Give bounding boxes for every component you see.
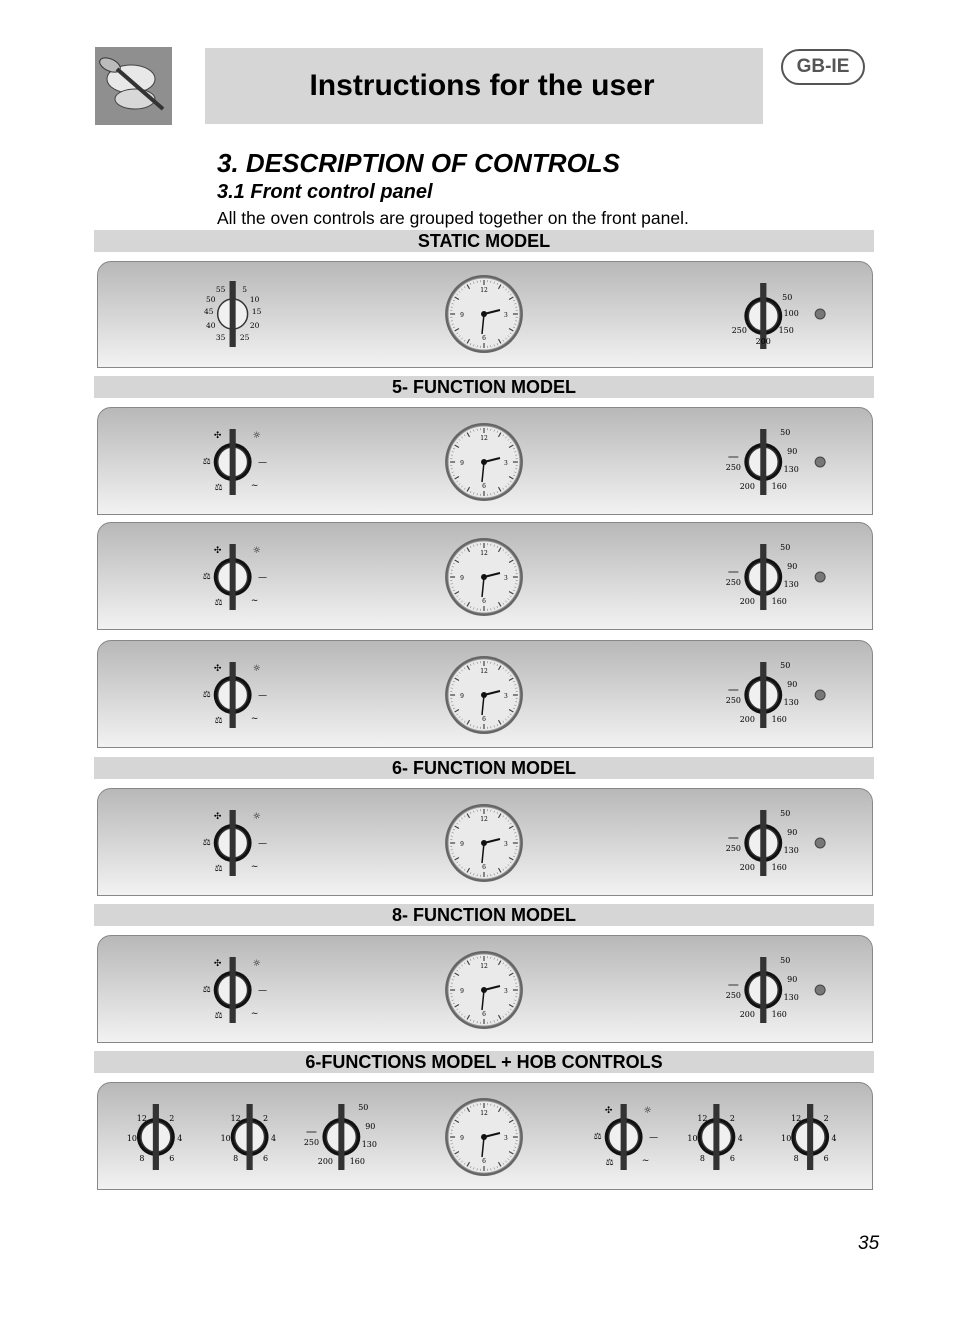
clock-label: 6 xyxy=(482,1010,486,1019)
panel-5-function-c xyxy=(97,640,873,748)
thermostat-label: 200 xyxy=(739,862,755,873)
hob-label: 4 xyxy=(737,1133,743,1144)
function-symbol-icon: ⚖ xyxy=(214,715,223,727)
thermostat-label: 160 xyxy=(771,1009,787,1020)
panel-5-function-b xyxy=(97,522,873,630)
thermostat-label: 50 xyxy=(780,427,791,438)
hob-label: 10 xyxy=(687,1133,698,1144)
clock-label: 9 xyxy=(460,574,464,583)
panel-5-function-a xyxy=(97,407,873,515)
function-symbol-icon: ⚖ xyxy=(214,597,223,609)
clock-label: 6 xyxy=(482,1157,486,1166)
control-panel-drawing xyxy=(98,262,872,367)
thermostat-label: 160 xyxy=(771,596,787,607)
function-symbol-icon: ⚖ xyxy=(202,689,211,701)
function-symbol-icon: ⚖ xyxy=(202,571,211,583)
intro-text: All the oven controls are grouped together on the front panel. xyxy=(217,208,689,228)
language-badge: GB-IE xyxy=(781,49,865,85)
clock-label: 9 xyxy=(460,311,464,320)
hob-label: 2 xyxy=(729,1113,735,1124)
function-symbol-icon: ☼ xyxy=(252,811,261,823)
band-6-function-model: 6- FUNCTION MODEL xyxy=(94,757,874,779)
function-symbol-icon: — xyxy=(258,690,268,702)
function-symbol-icon: — xyxy=(649,1132,659,1144)
thermostat-label: 90 xyxy=(365,1121,376,1132)
hob-label: 2 xyxy=(169,1113,175,1124)
hob-label: 8 xyxy=(233,1153,239,1164)
thermostat-label: 160 xyxy=(771,862,787,873)
clock-label: 6 xyxy=(482,715,486,724)
thermostat-label: 200 xyxy=(739,714,755,725)
brand-logo xyxy=(95,47,172,125)
clock-label: 3 xyxy=(504,692,508,701)
thermostat-label: 200 xyxy=(739,481,755,492)
clock-label: 6 xyxy=(482,334,486,343)
hob-label: 8 xyxy=(139,1153,145,1164)
thermostat-label: 250 xyxy=(731,325,747,336)
function-symbol-icon: ~ xyxy=(641,1155,650,1167)
function-symbol-icon: ~ xyxy=(250,595,259,607)
function-symbol-icon: ✣ xyxy=(213,811,222,823)
timer-label: 10 xyxy=(249,294,260,305)
thermostat-label: 250 xyxy=(303,1137,320,1148)
function-symbol-icon: ☼ xyxy=(252,663,261,675)
indicator-lamp xyxy=(815,690,825,700)
function-symbol-icon: ☼ xyxy=(643,1105,652,1117)
function-symbol-icon: ~ xyxy=(250,861,259,873)
function-symbol-icon: — xyxy=(258,572,268,584)
clock-label: 12 xyxy=(480,286,488,295)
timer-label: 50 xyxy=(205,294,216,305)
function-symbol-icon: ⚖ xyxy=(202,984,211,996)
function-symbol-icon: ⚖ xyxy=(593,1131,602,1143)
section-heading: 3. DESCRIPTION OF CONTROLS xyxy=(217,148,621,178)
control-panel-drawing xyxy=(98,408,872,514)
thermostat-label: 50 xyxy=(780,660,791,671)
function-symbol-icon: ✣ xyxy=(213,663,222,675)
hob-label: 8 xyxy=(699,1153,705,1164)
hob-label: 6 xyxy=(169,1153,175,1164)
thermostat-label: 90 xyxy=(787,679,798,690)
hob-label: 10 xyxy=(126,1133,137,1144)
thermostat-label: 50 xyxy=(780,808,791,819)
clock-label: 9 xyxy=(460,692,464,701)
indicator-lamp xyxy=(815,838,825,848)
hob-label: 12 xyxy=(697,1113,708,1124)
clock-label: 3 xyxy=(504,1134,508,1143)
clock-label: 12 xyxy=(480,962,488,971)
clock-label: 3 xyxy=(504,840,508,849)
band-hob-controls: 6-FUNCTIONS MODEL + HOB CONTROLS xyxy=(94,1051,874,1073)
clock-label: 3 xyxy=(504,311,508,320)
clock-label: 9 xyxy=(460,987,464,996)
control-panel-drawing xyxy=(98,523,872,629)
thermostat-label: 50 xyxy=(780,542,791,553)
thermostat-label: 130 xyxy=(783,697,799,708)
function-symbol-icon: ⚖ xyxy=(214,482,223,494)
function-symbol-icon: ✣ xyxy=(213,430,222,442)
clock-label: 6 xyxy=(482,597,486,606)
thermostat-label: 100 xyxy=(783,308,799,319)
thermostat-label: 200 xyxy=(739,596,755,607)
clock-label: 6 xyxy=(482,482,486,491)
function-symbol-icon: ✣ xyxy=(604,1105,613,1117)
thermostat-label: 130 xyxy=(783,992,799,1003)
clock-label: 12 xyxy=(480,667,488,676)
indicator-lamp xyxy=(815,457,825,467)
thermostat-label: 150 xyxy=(778,325,794,336)
thermostat-label: 160 xyxy=(349,1156,365,1167)
indicator-lamp xyxy=(815,309,825,319)
timer-label: 5 xyxy=(242,284,248,295)
thermostat-label: 200 xyxy=(317,1156,334,1167)
thermostat-label: 250 xyxy=(725,990,741,1001)
hob-label: 6 xyxy=(823,1153,829,1164)
function-symbol-icon: ✣ xyxy=(213,958,222,970)
indicator-lamp xyxy=(815,985,825,995)
thermostat-label: 250 xyxy=(725,577,741,588)
timer-label: 45 xyxy=(203,306,214,317)
clock-label: 3 xyxy=(504,459,508,468)
programmer-clock[interactable] xyxy=(445,423,523,501)
hob-label: 4 xyxy=(271,1133,277,1144)
clock-label: 12 xyxy=(480,434,488,443)
hob-label: 12 xyxy=(230,1113,241,1124)
thermostat-label: 250 xyxy=(725,843,741,854)
panel-8-function xyxy=(97,935,873,1043)
thermostat-label: 250 xyxy=(725,695,741,706)
page-number: 35 xyxy=(858,1233,880,1254)
programmer-clock[interactable] xyxy=(445,951,523,1029)
function-symbol-icon: ⚖ xyxy=(605,1157,614,1169)
function-symbol-icon: ⚖ xyxy=(214,863,223,875)
function-symbol-icon: — xyxy=(258,838,268,850)
hob-label: 6 xyxy=(729,1153,735,1164)
band-5-function-model: 5- FUNCTION MODEL xyxy=(94,376,874,398)
thermostat-label: 250 xyxy=(725,462,741,473)
programmer-clock[interactable] xyxy=(445,538,523,616)
clock-label: 9 xyxy=(460,459,464,468)
timer-label: 25 xyxy=(239,332,250,343)
control-panel-drawing xyxy=(98,789,872,895)
thermostat-label: 90 xyxy=(787,446,798,457)
analogue-clock[interactable] xyxy=(445,275,523,353)
clock-label: 9 xyxy=(460,840,464,849)
thermostat-label: 90 xyxy=(787,827,798,838)
hob-label: 2 xyxy=(263,1113,269,1124)
programmer-clock[interactable] xyxy=(445,656,523,734)
clock-label: 12 xyxy=(480,1109,488,1118)
timer-label: 40 xyxy=(205,320,216,331)
thermostat-label: 50 xyxy=(780,955,791,966)
function-symbol-icon: ~ xyxy=(250,1008,259,1020)
thermostat-label: 200 xyxy=(755,336,771,347)
function-symbol-icon: ☼ xyxy=(252,430,261,442)
thermostat-label: 160 xyxy=(771,714,787,725)
function-symbol-icon: ☼ xyxy=(252,958,261,970)
hob-label: 6 xyxy=(263,1153,269,1164)
band-static-model: STATIC MODEL xyxy=(94,230,874,252)
hob-label: 10 xyxy=(220,1133,231,1144)
function-symbol-icon: ~ xyxy=(250,713,259,725)
thermostat-label: 130 xyxy=(361,1139,377,1150)
thermostat-label: 90 xyxy=(787,974,798,985)
function-symbol-icon: ~ xyxy=(250,480,259,492)
function-symbol-icon: ⚖ xyxy=(202,837,211,849)
timer-label: 20 xyxy=(249,320,260,331)
band-8-function-model: 8- FUNCTION MODEL xyxy=(94,904,874,926)
hob-label: 4 xyxy=(831,1133,837,1144)
thermostat-label: 50 xyxy=(358,1102,369,1113)
control-panel-drawing xyxy=(98,641,872,747)
timer-label: 35 xyxy=(215,332,226,343)
control-panel-drawing xyxy=(98,1083,872,1189)
function-symbol-icon: ✣ xyxy=(213,545,222,557)
function-symbol-icon: — xyxy=(258,985,268,997)
spoon-chef-hat-icon xyxy=(95,47,172,125)
hob-label: 8 xyxy=(793,1153,799,1164)
clock-label: 6 xyxy=(482,863,486,872)
section-subheading: 3.1 Front control panel xyxy=(217,181,433,203)
programmer-clock[interactable] xyxy=(445,1098,523,1176)
hob-label: 4 xyxy=(177,1133,183,1144)
clock-label: 12 xyxy=(480,815,488,824)
clock-label: 3 xyxy=(504,574,508,583)
clock-label: 3 xyxy=(504,987,508,996)
thermostat-label: 50 xyxy=(782,292,793,303)
hob-label: 10 xyxy=(781,1133,792,1144)
thermostat-label: 200 xyxy=(739,1009,755,1020)
panel-6-function xyxy=(97,788,873,896)
panel-6-function-hob xyxy=(97,1082,873,1190)
function-symbol-icon: ⚖ xyxy=(214,1010,223,1022)
programmer-clock[interactable] xyxy=(445,804,523,882)
clock-label: 12 xyxy=(480,549,488,558)
hob-label: 12 xyxy=(136,1113,147,1124)
page-title: Instructions for the user xyxy=(309,69,655,102)
thermostat-label: 130 xyxy=(783,464,799,475)
thermostat-label: 90 xyxy=(787,561,798,572)
timer-label: 15 xyxy=(251,306,262,317)
header-title-bar xyxy=(205,48,763,124)
clock-label: 9 xyxy=(460,1134,464,1143)
panel-static-model xyxy=(97,261,873,368)
control-panel-drawing xyxy=(98,936,872,1042)
timer-label: 55 xyxy=(215,284,226,295)
function-symbol-icon: — xyxy=(258,457,268,469)
thermostat-label: 130 xyxy=(783,579,799,590)
hob-label: 12 xyxy=(791,1113,802,1124)
function-symbol-icon: ⚖ xyxy=(202,456,211,468)
indicator-lamp xyxy=(815,572,825,582)
thermostat-label: 160 xyxy=(771,481,787,492)
function-symbol-icon: ☼ xyxy=(252,545,261,557)
hob-label: 2 xyxy=(823,1113,829,1124)
thermostat-label: 130 xyxy=(783,845,799,856)
